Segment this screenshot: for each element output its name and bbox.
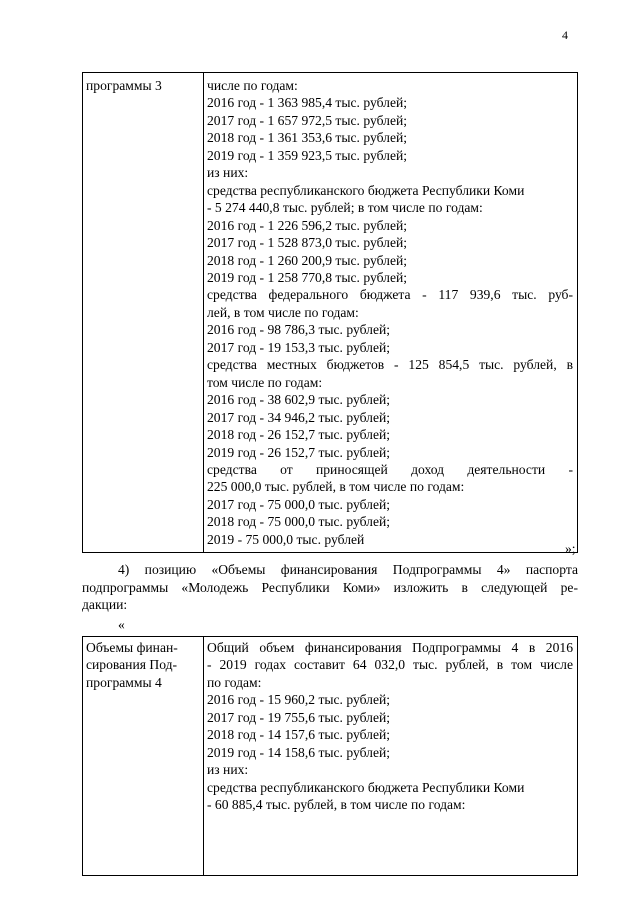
table-line: средства республиканского бюджета Республики Коми	[207, 779, 525, 795]
table-line: 2016 год - 1 363 985,4 тыс. рублей;	[207, 95, 408, 111]
table-line: 2016 год - 38 602,9 тыс. рублей;	[207, 392, 391, 408]
table-line: 2018 год - 1 361 353,6 тыс. рублей;	[207, 130, 408, 146]
financing-table-subprogram-4	[82, 636, 578, 876]
table-line: 2019 - 75 000,0 тыс. рублей	[207, 531, 365, 547]
table-line: 2017 год - 34 946,2 тыс. рублей;	[207, 409, 391, 425]
table-line: 2017 год - 1 528 873,0 тыс. рублей;	[207, 235, 408, 251]
table-line: из них:	[207, 165, 249, 181]
table-line: 2016 год - 98 786,3 тыс. рублей;	[207, 322, 391, 338]
table-line: 2019 год - 1 258 770,8 тыс. рублей;	[207, 269, 408, 285]
table-row	[83, 637, 578, 876]
table-label: программы 3	[86, 78, 162, 93]
table-line: средства республиканского бюджета Республики Коми	[207, 182, 525, 198]
table-label-cell	[83, 73, 204, 553]
table-line: 2019 год - 26 152,7 тыс. рублей;	[207, 444, 391, 460]
table-line: 2016 год - 1 226 596,2 тыс. рублей;	[207, 217, 408, 233]
table-line: 2018 год - 26 152,7 тыс. рублей;	[207, 427, 391, 443]
opening-quote: «	[118, 617, 125, 632]
table-line: 2017 год - 1 657 972,5 тыс. рублей;	[207, 112, 408, 128]
page-number: 4	[562, 28, 568, 42]
table-line: 2018 год - 14 157,6 тыс. рублей;	[207, 727, 391, 743]
table-content-cell	[204, 637, 578, 876]
financing-table-subprogram-3	[82, 72, 578, 553]
paragraph-line: дакции:	[82, 597, 128, 613]
paragraph-line: 4) позицию «Объемы финансирования Подпрограммы 4» паспорта	[118, 562, 578, 577]
table-line: по годам:	[207, 674, 262, 690]
table-line: Общий объем финансирования Подпрограммы 4 в 2016	[207, 640, 573, 655]
table-line: средства местных бюджетов - 125 854,5 тыс. рублей, в	[207, 357, 573, 373]
table-line: 2018 год - 75 000,0 тыс. рублей;	[207, 514, 391, 530]
table-line: средства федерального бюджета - 117 939,6 тыс. руб-	[207, 287, 573, 303]
table-label: сирования Под-	[86, 657, 178, 673]
table-label: Объемы финан-	[86, 640, 178, 655]
table-line: 2017 год - 19 755,6 тыс. рублей;	[207, 709, 391, 725]
table-line: 2017 год - 75 000,0 тыс. рублей;	[207, 496, 391, 512]
amendment-paragraph	[82, 561, 578, 614]
table-label-cell	[83, 637, 204, 876]
table-line: 225 000,0 тыс. рублей, в том числе по годам:	[207, 479, 465, 495]
table-line: - 2019 годах составит 64 032,0 тыс. рублей, в том числе	[207, 657, 573, 673]
table-content-cell	[204, 73, 578, 553]
table-line: из них:	[207, 762, 249, 778]
table-line: средства от приносящей доход деятельности -	[207, 461, 573, 477]
table-line: числе по годам:	[207, 78, 298, 93]
closing-quote: »;	[565, 541, 576, 556]
table-label: программы 4	[86, 674, 162, 690]
table-line: - 5 274 440,8 тыс. рублей; в том числе по годам:	[207, 200, 483, 216]
table-row	[83, 73, 578, 553]
table-line: 2018 год - 1 260 200,9 тыс. рублей;	[207, 252, 408, 268]
table-line: том числе по годам:	[207, 374, 323, 390]
table-line: лей, в том числе по годам:	[207, 304, 359, 320]
table-line: 2017 год - 19 153,3 тыс. рублей;	[207, 339, 391, 355]
paragraph-line: подпрограммы «Молодежь Республики Коми» изложить в следующей ре-	[82, 579, 578, 595]
table-line: 2019 год - 14 158,6 тыс. рублей;	[207, 744, 391, 760]
table-line: 2019 год - 1 359 923,5 тыс. рублей;	[207, 147, 408, 163]
table-line: 2016 год - 15 960,2 тыс. рублей;	[207, 692, 391, 708]
table-line: - 60 885,4 тыс. рублей, в том числе по годам:	[207, 797, 466, 813]
